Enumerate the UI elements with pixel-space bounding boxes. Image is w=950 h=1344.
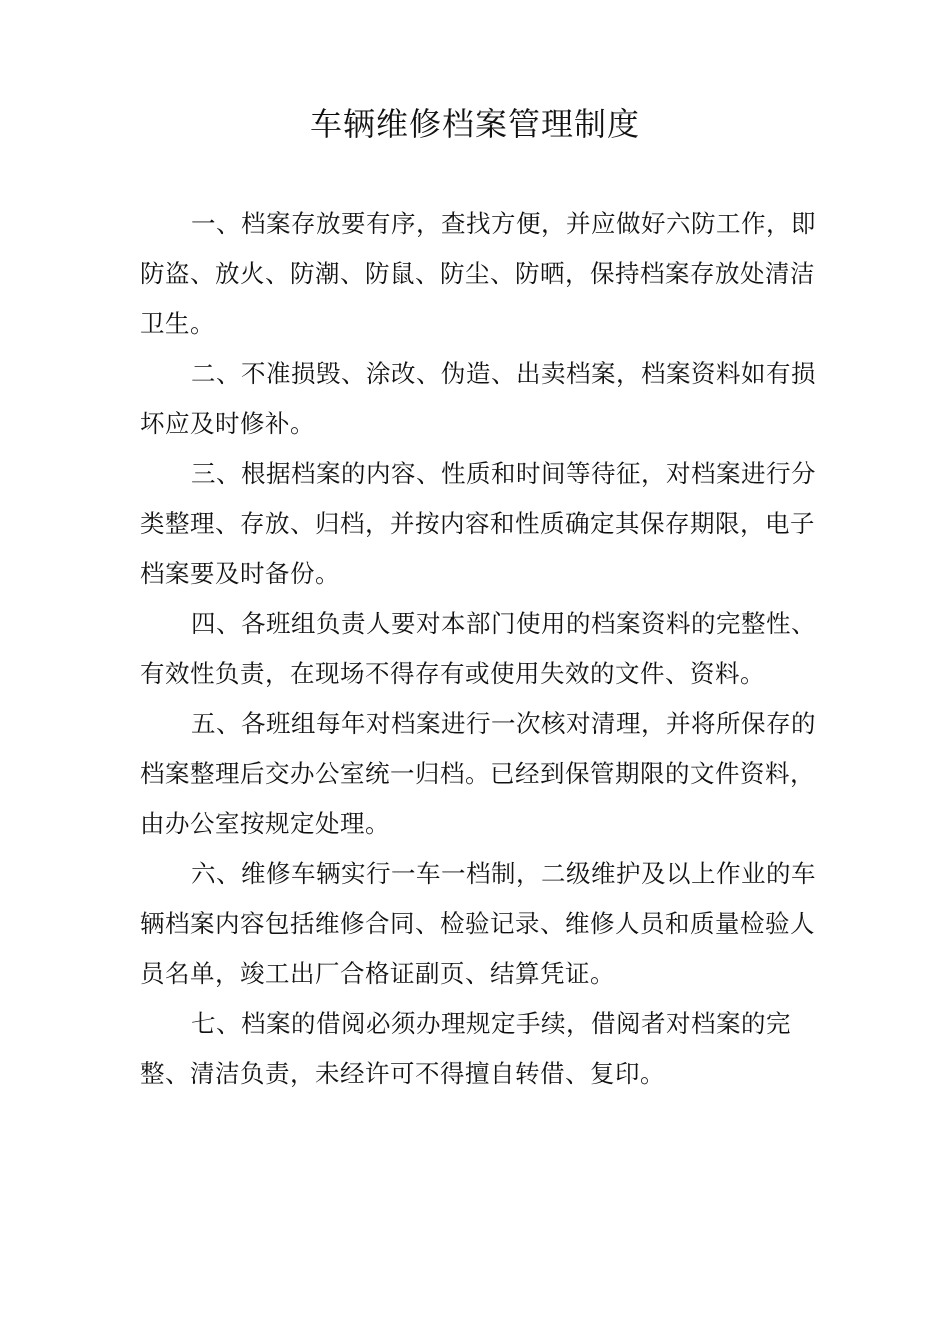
paragraph-3: 三、根据档案的内容、性质和时间等待征，对档案进行分类整理、存放、归档，并按内容和性质确定其保存期限，电子档案要及时备份。 bbox=[140, 459, 816, 588]
document-body bbox=[140, 199, 830, 1099]
paragraph-5: 五、各班组每年对档案进行一次核对清理，并将所保存的档案整理后交办公室统一归档。已经到保管期限的文件资料，由办公室按规定处理。 bbox=[140, 709, 816, 838]
paragraph-6: 六、维修车辆实行一车一档制，二级维护及以上作业的车辆档案内容包括维修合同、检验记录、维修人员和质量检验人员名单，竣工出厂合格证副页、结算凭证。 bbox=[140, 859, 816, 988]
paragraph-2: 二、不准损毁、涂改、伪造、出卖档案，档案资料如有损坏应及时修补。 bbox=[140, 359, 816, 438]
paragraph-7: 七、档案的借阅必须办理规定手续，借阅者对档案的完整、清洁负责，未经许可不得擅自转借、复印。 bbox=[140, 1009, 791, 1088]
document-title: 车辆维修档案管理制度 bbox=[309, 105, 640, 143]
paragraph-1: 一、档案存放要有序，查找方便，并应做好六防工作，即防盗、放火、防潮、防鼠、防尘、防晒，保持档案存放处清洁卫生。 bbox=[140, 209, 816, 338]
paragraph-4: 四、各班组负责人要对本部门使用的档案资料的完整性、有效性负责，在现场不得存有或使用失效的文件、资料。 bbox=[140, 609, 816, 688]
